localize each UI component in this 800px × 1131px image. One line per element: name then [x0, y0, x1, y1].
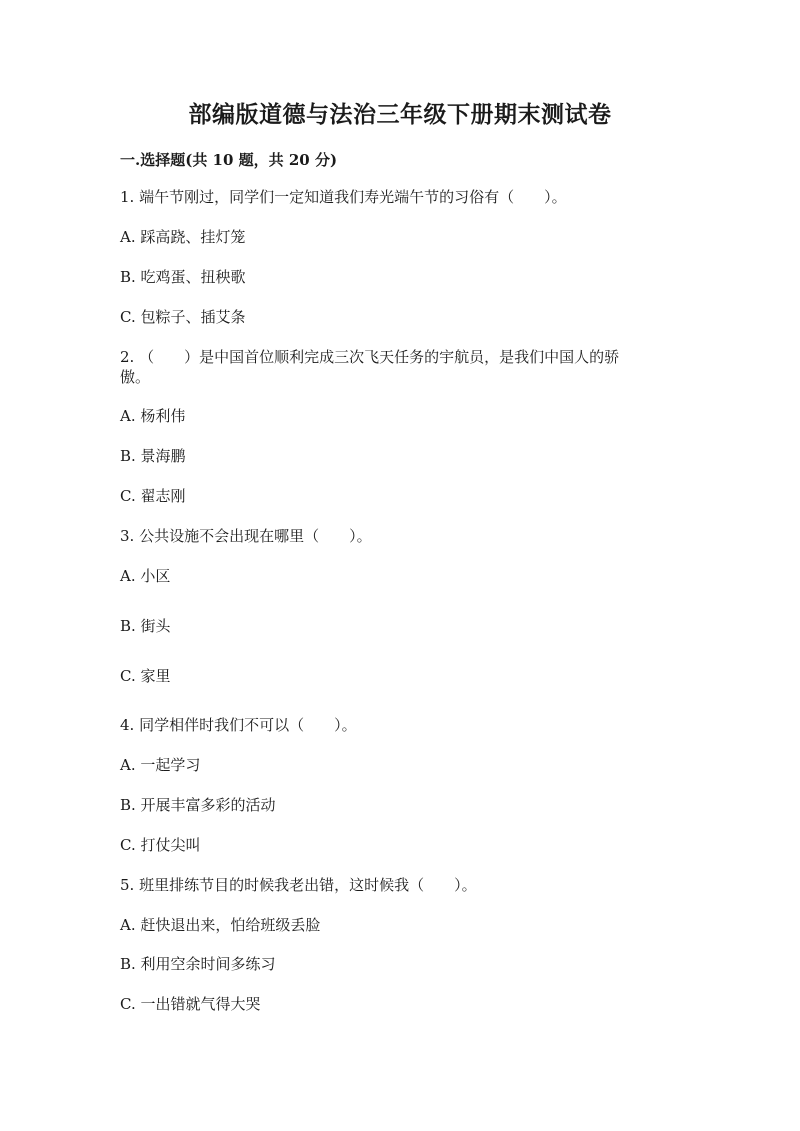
- question-4-option-b: B. 开展丰富多彩的活动: [120, 796, 276, 814]
- question-1-option-a: A. 踩高跷、挂灯笼: [120, 228, 246, 246]
- page-title: 部编版道德与法治三年级下册期末测试卷: [188, 101, 612, 128]
- question-2-stem-line-2: 傲。: [120, 368, 151, 386]
- question-4-option-a: A. 一起学习: [120, 756, 201, 774]
- question-5-stem: 5. 班里排练节目的时候我老出错，这时候我（ ）。: [120, 876, 477, 894]
- question-2-option-c: C. 翟志刚: [120, 487, 186, 505]
- question-4-stem: 4. 同学相伴时我们不可以（ ）。: [120, 716, 357, 734]
- question-3-option-a: A. 小区: [120, 567, 171, 585]
- question-5-option-a: A. 赶快退出来，怕给班级丢脸: [120, 916, 321, 934]
- section-heading: 一.选择题(共 10 题，共 20 分): [120, 151, 338, 169]
- question-2-option-b: B. 景海鹏: [120, 447, 186, 465]
- question-4-option-c: C. 打仗尖叫: [120, 836, 201, 854]
- question-1-option-b: B. 吃鸡蛋、扭秧歌: [120, 268, 246, 286]
- question-3-option-b: B. 街头: [120, 617, 171, 635]
- question-3-stem: 3. 公共设施不会出现在哪里（ ）。: [120, 527, 372, 545]
- question-2-option-a: A. 杨利伟: [120, 407, 186, 425]
- question-5-option-c: C. 一出错就气得大哭: [120, 995, 261, 1013]
- question-2-stem-line-1: 2. （ ）是中国首位顺利完成三次飞天任务的宇航员，是我们中国人的骄: [120, 348, 620, 366]
- question-1-stem: 1. 端午节刚过，同学们一定知道我们寿光端午节的习俗有（ ）。: [120, 188, 567, 206]
- question-5-option-b: B. 利用空余时间多练习: [120, 955, 276, 973]
- question-3-option-c: C. 家里: [120, 667, 171, 685]
- question-1-option-c: C. 包粽子、插艾条: [120, 308, 246, 326]
